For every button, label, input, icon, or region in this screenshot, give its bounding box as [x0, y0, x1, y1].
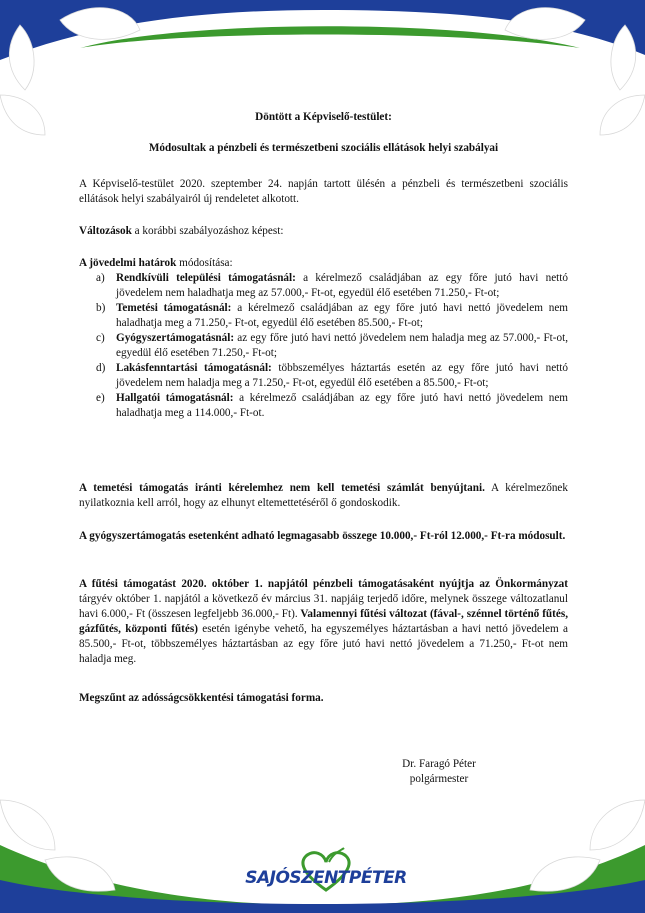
heating-text: tárgyév október 1. napjától a következő év március 31. napjáig terjedő időre, melynek összege változatlanul havi 6.000,- Ft (összesen legfeljebb 36.000,- Ft).	[79, 593, 568, 620]
list-marker: a)	[96, 272, 105, 284]
item-title: Lakásfenntartási támogatásnál:	[116, 362, 272, 374]
intro-paragraph: A Képviselő-testület 2020. szeptember 24. napján tartott ülésén a pénzbeli és természetbeni szociális ellátások helyi szabályairól új rendeletet alkotott.	[79, 178, 568, 205]
income-text: módosítása:	[176, 257, 233, 269]
funeral-bold-text: A temetési támogatás iránti kérelemhez nem kell temetési számlát benyújtani.	[79, 482, 485, 494]
town-logo	[236, 846, 416, 896]
list-marker: d)	[96, 362, 106, 374]
debt-paragraph	[79, 691, 568, 706]
item-text: a kérelmező családjában az egy főre jutó havi nettó jövedelem nem haladhatja meg az 57.000,- Ft-ot, egyedül élő esetében 71.250,- Ft-ot;	[116, 272, 568, 299]
item-title: Hallgatói támogatásnál:	[116, 392, 234, 404]
list-marker: c)	[96, 332, 105, 344]
list-item	[79, 331, 568, 361]
list-item	[79, 271, 568, 301]
income-limits-line	[79, 256, 568, 271]
item-text: a kérelmező családjában az egy főre jutó havi nettó jövedelem nem haladhatja meg a 114.000,- Ft-ot.	[116, 392, 569, 419]
list-item	[79, 361, 568, 391]
item-title: Rendkívüli települési támogatásnál:	[116, 272, 296, 284]
heating-bold-text-2: Valamennyi fűtési változat (fával-, szénnel történő fűtés, gázfűtés, központi fűtés)	[79, 608, 568, 635]
list-marker: e)	[96, 392, 105, 404]
item-text: az egy főre jutó havi nettó jövedelem nem haladja meg az 57.000,- Ft-ot, egyedül élő esetében 71.250,- Ft-ot;	[116, 332, 568, 359]
list-item	[79, 301, 568, 331]
item-title: Gyógyszertámogatásnál:	[116, 332, 235, 344]
signature-name: Dr. Faragó Péter	[402, 758, 476, 770]
funeral-text: A kérelmezőnek nyilatkoznia kell arról, hogy az elhunyt eltemettetéséről ő gondoskodik.	[79, 482, 568, 509]
list-marker: b)	[96, 302, 106, 314]
medicine-bold-text: A gyógyszertámogatás esetenként adható legmagasabb összege 10.000,- Ft-ról 12.000,- Ft-ra módosult.	[79, 530, 566, 542]
item-text: a kérelmező családjában az egy főre jutó havi nettó jövedelem nem haladhatja meg a 71.250,- Ft-ot, egyedül élő esetében 85.500,- Ft-ot;	[116, 302, 568, 329]
changes-label: Változások	[79, 225, 132, 237]
income-label: A jövedelmi határok	[79, 257, 177, 269]
list-item	[79, 391, 568, 421]
income-list	[79, 271, 568, 421]
heating-paragraph	[79, 577, 568, 667]
changes-text: a korábbi szabályozáshoz képest:	[131, 225, 284, 237]
debt-bold-text: Megszűnt az adósságcsökkentési támogatási forma.	[79, 692, 324, 704]
heating-bold-text: A fűtési támogatást 2020. október 1. napjától pénzbeli támogatásaként nyújtja az Önkormányzat	[79, 578, 568, 590]
item-title: Temetési támogatásnál:	[116, 302, 232, 314]
funeral-paragraph	[79, 481, 568, 511]
item-text: többszemélyes háztartás esetén az egy főre jutó havi nettó jövedelem nem haladja meg a 71.250,- Ft-ot, egyedül élő esetében a 85.500,- Ft-ot;	[116, 362, 568, 389]
document-subheading: Módosultak a pénzbeli és természetbeni szociális ellátások helyi szabályai	[148, 142, 499, 154]
changes-line	[79, 224, 568, 239]
document-heading: Döntött a Képviselő-testület:	[255, 111, 392, 123]
heating-text-2: esetén igénybe vehető, ha egyszemélyes háztartásban a havi nettó jövedelem a 85.500,- Ft-ot, többszemélyes háztartásban az egy főre jutó havi nettó jövedelem a 71.250,- Ft-ot nem haladja meg.	[79, 623, 568, 665]
logo-text: SAJÓSZENTPÉTER	[245, 868, 407, 888]
signature-title: polgármester	[409, 773, 469, 785]
medicine-paragraph	[79, 529, 568, 544]
